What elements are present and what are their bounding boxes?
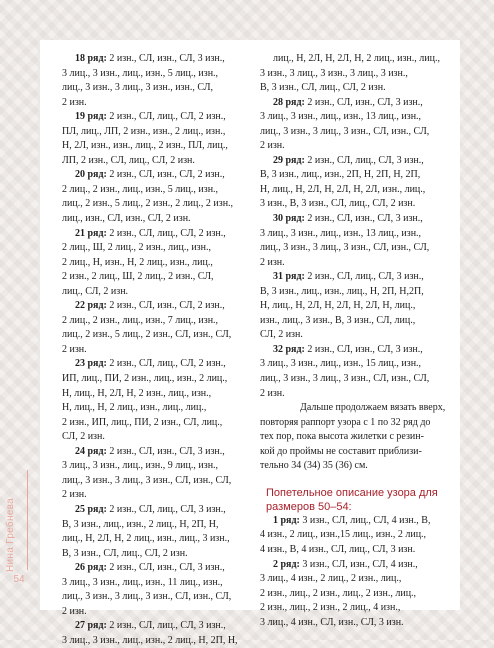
page-sidebar [0,0,40,640]
paragraph-line: повторяя раппорт узора с 1 по 32 ряд до [260,416,431,428]
row-text: 3 изн., СЛ, лиц., СЛ, 4 изн., В, [299,514,431,526]
row-text: 2 лиц., Ш, 2 лиц., 2 изн., лиц., изн., [62,242,211,254]
row-line [62,125,262,140]
row-line [260,285,460,300]
row-line [62,67,262,82]
row-text: 2 лиц., 2 изн., лиц., изн., 5 лиц., изн., [62,183,219,195]
row-text: лиц., 3 изн., 3 лиц., 3 изн., изн., СЛ, [62,82,214,94]
row-text: 2 изн. [260,140,285,152]
right-column [260,52,460,630]
row-line [260,601,460,616]
row-label: 26 ряд: [75,562,107,574]
row-line [260,227,460,242]
row-text: 3 изн., СЛ, изн., СЛ, 4 изн., [299,558,418,570]
row-line [62,401,262,416]
row-text: лиц., 3 изн., 3 лиц., 3 изн., СЛ, изн., СЛ, [62,474,232,486]
row-text: 2 изн., СЛ, лиц., СЛ, 3 изн., [304,271,424,283]
row-line [62,81,262,96]
row-text: 2 изн. [62,489,87,501]
row-line [260,52,460,67]
row-line [260,528,460,543]
row-text: 3 изн., 3 лиц., 3 изн., 3 лиц., 3 изн., [260,67,408,79]
row-text: 3 лиц., 3 изн., лиц., изн., 9 лиц., изн., [62,460,219,472]
subheading-line: Попетельное описание узора для [266,486,438,499]
row-text: 3 лиц., 3 изн., лиц., изн., 2 лиц., Н, 2П, Н, [62,634,238,646]
pattern-row [62,619,262,648]
row-label: 20 ряд: [75,169,107,181]
row-text: 2 изн. [260,256,285,268]
row-label: 29 ряд: [273,154,305,166]
row-text: 4 изн., 2 лиц., изн.,15 лиц., изн., 2 лиц., [260,529,427,541]
row-line [62,503,262,518]
row-text: Н, лиц., Н, 2Л, Н, 2Л, Н, 2Л, изн., лиц., [260,183,426,195]
row-line [62,430,262,445]
row-text: В, 3 изн., лиц., изн., 2П, Н, 2П, Н, 2П, [260,169,421,181]
row-line [62,547,262,562]
row-text: 2 изн., СЛ, изн., СЛ, 3 изн., [304,96,423,108]
row-line [62,212,262,227]
row-line [260,587,460,602]
row-line [62,139,262,154]
pattern-row [62,503,262,561]
row-line [62,634,262,648]
row-text: Н, лиц., Н, 2Л, Н, 2Л, Н, 2Л, Н, лиц., [260,300,416,312]
row-label: 19 ряд: [75,111,107,123]
row-text: лиц., 3 изн., 3 лиц., 3 изн., СЛ, изн., СЛ, [260,242,430,254]
row-line [62,576,262,591]
row-line [62,256,262,271]
row-text: 2 изн., 2 лиц., Ш, 2 лиц., 2 изн., СЛ, [62,271,214,283]
row-line [260,328,460,343]
row-line [260,299,460,314]
row-line [260,616,460,631]
row-text: 3 лиц., 3 изн., лиц., изн., 5 лиц., изн., [62,67,219,79]
row-text: 2 лиц., 2 изн., лиц., изн., 7 лиц., изн., [62,314,219,326]
row-text: лиц., 3 изн., 3 лиц., 3 изн., СЛ, изн., СЛ, [62,591,232,603]
row-text: 2 изн., СЛ, лиц., СЛ, 3 изн., [106,620,226,632]
row-line [260,543,460,558]
row-line [260,168,460,183]
row-text: 2 изн., лиц., 2 изн., лиц., 2 изн., лиц., [260,587,417,599]
pattern-row [62,227,262,300]
row-text: 2 изн., СЛ, лиц., СЛ, 2 изн., [106,358,226,370]
row-text: лиц., изн., СЛ, изн., СЛ, 2 изн. [62,213,191,225]
author-name: Нина Гребнева [5,497,16,572]
row-line [62,270,262,285]
row-line [62,416,262,431]
row-line [62,488,262,503]
row-line [62,52,262,67]
subheading-line: размеров 50–54: [266,500,352,513]
pattern-row [260,52,460,96]
row-line [260,314,460,329]
row-text: лиц., 3 изн., 3 лиц., 3 изн., СЛ, изн., СЛ, [260,125,430,137]
row-label: 1 ряд: [273,514,300,526]
row-line [62,474,262,489]
row-text: 2 изн., СЛ, изн., СЛ, 3 изн., [304,343,423,355]
pattern-row [62,52,262,110]
row-text: Н, 2Л, изн., изн., лиц., 2 изн., ПЛ, лиц., [62,140,228,152]
paragraph-line: кой до проймы не составит приблизи- [260,445,422,457]
row-line [62,357,262,372]
row-text: 2 изн., СЛ, лиц., СЛ, 2 изн., [106,111,226,123]
row-text: ИП, лиц., ПИ, 2 изн., лиц., изн., 2 лиц., [62,373,228,385]
section-subheading [260,486,460,514]
row-line [260,212,460,227]
row-line [260,558,460,573]
row-text: ПЛ, лиц., ЛП, 2 изн., изн., 2 лиц., изн., [62,125,226,137]
row-label: 31 ряд: [273,271,305,283]
row-label: 32 ряд: [273,343,305,355]
row-text: 3 лиц., 4 изн., 2 лиц., 2 изн., лиц., [260,573,402,585]
row-text: 2 изн. [62,343,87,355]
continuation-paragraph [260,401,460,474]
sidebar-rule [27,470,28,570]
row-text: 2 изн., СЛ, изн., СЛ, 2 изн., [106,169,225,181]
row-line [62,561,262,576]
pattern-row [260,96,460,154]
row-line [260,387,460,402]
row-line [62,183,262,198]
row-text: 3 лиц., 3 изн., лиц., изн., 13 лиц., изн., [260,111,422,123]
row-text: 3 лиц., 3 изн., лиц., изн., 11 лиц., изн., [62,576,223,588]
row-line [62,590,262,605]
row-text: 2 лиц., Н, изн., Н, 2 лиц., изн., лиц., [62,256,213,268]
row-line [260,154,460,169]
row-line [62,619,262,634]
row-line [62,518,262,533]
row-line [260,270,460,285]
row-line [62,372,262,387]
row-text: Н, лиц., Н, 2 лиц., изн., лиц., лиц., [62,402,207,414]
row-line [260,125,460,140]
row-text: лиц., Н, 2Л, Н, 2Л, Н, 2 лиц., изн., лиц., [273,53,440,64]
row-text: 2 изн., СЛ, изн., СЛ, 3 изн., [304,213,423,225]
row-text: ЛП, 2 изн., СЛ, лиц., СЛ, 2 изн. [62,154,195,166]
row-text: 2 изн., СЛ, лиц., СЛ, 3 изн., [304,154,424,166]
pattern-row [260,154,460,212]
row-line [62,328,262,343]
row-label: 21 ряд: [75,227,107,239]
row-text: 3 лиц., 4 изн., СЛ, изн., СЛ, 3 изн. [260,616,404,628]
row-text: 2 изн., СЛ, лиц., СЛ, 3 изн., [106,503,226,515]
row-line [62,154,262,169]
row-text: 3 лиц., 3 изн., лиц., изн., 15 лиц., изн., [260,358,422,370]
page-panel [40,40,460,646]
row-text: 2 изн., СЛ, изн., СЛ, 2 изн., [106,300,225,312]
row-label: 27 ряд: [75,620,107,632]
row-line [260,241,460,256]
row-line [62,168,262,183]
row-text: 2 изн., СЛ, изн., СЛ, 3 изн., [106,445,225,457]
row-line [62,343,262,358]
paragraph-line: тех пор, пока высота жилетки с резин- [260,431,424,443]
pattern-row [260,514,460,558]
row-text: 2 изн., СЛ, изн., СЛ, 3 изн., [106,562,225,574]
pattern-row [62,299,262,357]
row-text: 3 изн., В, 3 изн., СЛ, лиц., СЛ, 2 изн. [260,198,416,210]
row-text: 2 изн. [62,605,87,617]
row-line [260,343,460,358]
paragraph-line: Дальше продолжаем вязать вверх, [300,402,446,414]
row-line [260,357,460,372]
row-label: 22 ряд: [75,300,107,312]
row-line [62,532,262,547]
row-text: лиц., 3 изн., 3 лиц., 3 изн., СЛ, изн., СЛ, [260,373,430,385]
row-text: В, 3 изн., лиц., изн., 2 лиц., Н, 2П, Н, [62,518,219,530]
row-text: 2 изн., СЛ, лиц., СЛ, 2 изн., [106,227,226,239]
row-text: В, 3 изн., СЛ, лиц., СЛ, 2 изн. [62,547,188,559]
row-text: 2 изн., СЛ, изн., СЛ, 3 изн., [106,53,225,64]
row-line [62,605,262,620]
row-line [62,459,262,474]
row-text: Н, лиц., Н, 2Л, Н, 2 изн., лиц., изн., [62,387,212,399]
row-line [260,110,460,125]
pattern-row [62,561,262,619]
row-text: СЛ, 2 изн. [62,431,105,443]
left-column [62,52,262,648]
row-text: В, 3 изн., лиц., изн., лиц., Н, 2П, Н,2П, [260,285,424,297]
row-line [260,81,460,96]
row-line [260,197,460,212]
row-line [260,256,460,271]
row-line [260,139,460,154]
row-line [260,96,460,111]
row-line [62,96,262,111]
row-text: 2 изн., ИП, лиц., ПИ, 2 изн., СЛ, лиц., [62,416,223,428]
row-line [62,314,262,329]
row-text: лиц., СЛ, 2 изн. [62,285,129,297]
row-line [62,197,262,212]
row-line [62,241,262,256]
pattern-row [260,212,460,270]
row-label: 30 ряд: [273,213,305,225]
row-line [62,227,262,242]
row-text: 2 изн. [62,96,87,108]
page-number: 54 [13,574,25,585]
row-text: изн., лиц., 3 изн., В, 3 изн., СЛ, лиц., [260,314,416,326]
row-line [260,183,460,198]
row-text: СЛ, 2 изн. [260,329,303,341]
row-text: 2 изн., лиц., 2 изн., 2 лиц., 4 изн., [260,602,401,614]
pattern-row [260,270,460,343]
row-line [62,387,262,402]
row-text: лиц., Н, 2Л, Н, 2 лиц., изн., лиц., 3 изн., [62,533,230,545]
pattern-row [62,110,262,168]
row-text: 4 изн., В, 4 изн., СЛ, лиц., СЛ, 3 изн. [260,543,416,555]
row-line [62,285,262,300]
row-label: 28 ряд: [273,96,305,108]
row-label: 23 ряд: [75,358,107,370]
row-label: 25 ряд: [75,503,107,515]
row-text: 2 изн. [260,387,285,399]
pattern-row [62,168,262,226]
row-line [260,372,460,387]
row-line [62,110,262,125]
row-line [62,299,262,314]
row-text: В, 3 изн., СЛ, лиц., СЛ, 2 изн. [260,82,386,94]
row-text: лиц., 2 изн., 5 лиц., 2 изн., СЛ, изн., СЛ, [62,329,232,341]
row-label: 18 ряд: [75,53,107,64]
row-line [260,67,460,82]
row-line [260,572,460,587]
pattern-row [62,445,262,503]
pattern-row [260,558,460,631]
paragraph-line: тельно 34 (34) 35 (36) см. [260,460,368,472]
pattern-row [260,343,460,401]
row-line [260,514,460,529]
row-label: 24 ряд: [75,445,107,457]
row-label: 2 ряд: [273,558,300,570]
row-text: 3 лиц., 3 изн., лиц., изн., 13 лиц., изн., [260,227,422,239]
row-line [62,445,262,460]
pattern-row [62,357,262,444]
row-text: лиц., 2 изн., 5 лиц., 2 изн., 2 лиц., 2 изн., [62,198,234,210]
